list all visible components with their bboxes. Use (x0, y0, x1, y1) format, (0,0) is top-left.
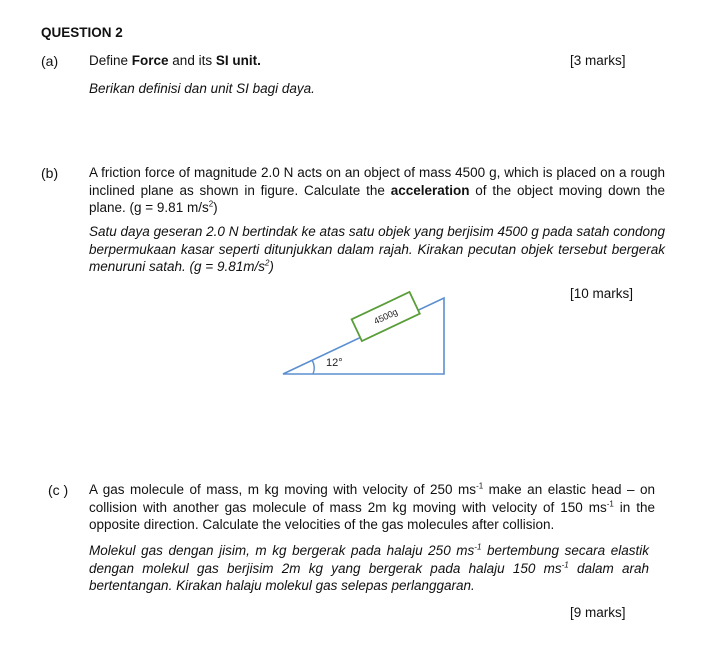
part-c-malay (89, 542, 649, 595)
part-c-malay-sup-2: -1 (561, 560, 569, 569)
part-c-text-2: make an elastic head – on collision with another gas molecule of mass 2m kg moving with velocity of 150 ms (89, 482, 655, 515)
block-label: 4500g (372, 306, 400, 327)
angle-label: 12° (326, 357, 343, 369)
block (352, 292, 420, 341)
part-c-malay-3: dalam arah bertentangan. Kirakan halaju molekul gas selepas perlanggaran. (89, 560, 649, 593)
part-c-malay-sup-1: -1 (474, 542, 482, 552)
part-a-text-prefix: Define (89, 53, 132, 68)
part-b-malay-prefix: Satu daya geseran 2.0 N bertindak ke atas satu objek yang berjisim 4500 g pada satah condong berpermukaan kasar seperti ditunjukkan dalam rajah. Kirakan pecutan objek tersebut bergerak menuruni satah. (g = 9.81m/s (89, 224, 665, 274)
part-b-text-end: ) (213, 200, 218, 215)
part-b-sup: 2 (208, 199, 214, 209)
angle-arc (312, 360, 314, 374)
part-c-sup-2: -1 (606, 499, 614, 508)
question-title: QUESTION 2 (41, 25, 123, 40)
part-b-malay-end: ) (269, 259, 274, 274)
part-a-bold-si-unit: SI unit. (215, 53, 261, 68)
part-c-text-1: A gas molecule of mass, m kg moving with velocity of 250 ms (89, 482, 477, 497)
part-b-bold-acceleration: acceleration (390, 182, 470, 198)
part-a-malay: Berikan definisi dan unit SI bagi daya. (89, 81, 315, 96)
part-c-malay-2: bertembung secara elastik dengan molekul gas berjisim 2m kg yang bergerak pada halaju 150 ms (89, 543, 650, 576)
part-a-text-mid: and its (168, 53, 216, 68)
part-b-malay-sup: 2 (264, 258, 270, 268)
part-b-label: (b) (41, 165, 59, 181)
part-a-bold-force: Force (131, 53, 169, 68)
part-c-text-3: in the opposite direction. Calculate the velocities of the gas molecules after collision. (89, 499, 655, 532)
part-c-marks: [9 marks] (570, 605, 626, 620)
part-c-label: (c ) (48, 482, 69, 498)
part-a-marks: [3 marks] (570, 53, 626, 68)
part-c-sup-1: -1 (476, 481, 484, 491)
part-b-marks: [10 marks] (570, 286, 634, 301)
part-c-question (89, 481, 655, 534)
part-b-text-prefix: A friction force of magnitude 2.0 N acts on an object of mass 4500 g, which is placed on a rough inclined plane as shown in figure. Calculate the (89, 165, 665, 198)
part-a-label: (a) (41, 53, 59, 69)
part-b-text-suffix: of the object moving down the plane. (g = 9.81 m/s (89, 182, 665, 215)
part-c-malay-1: Molekul gas dengan jisim, m kg bergerak pada halaju 250 ms (89, 543, 475, 558)
